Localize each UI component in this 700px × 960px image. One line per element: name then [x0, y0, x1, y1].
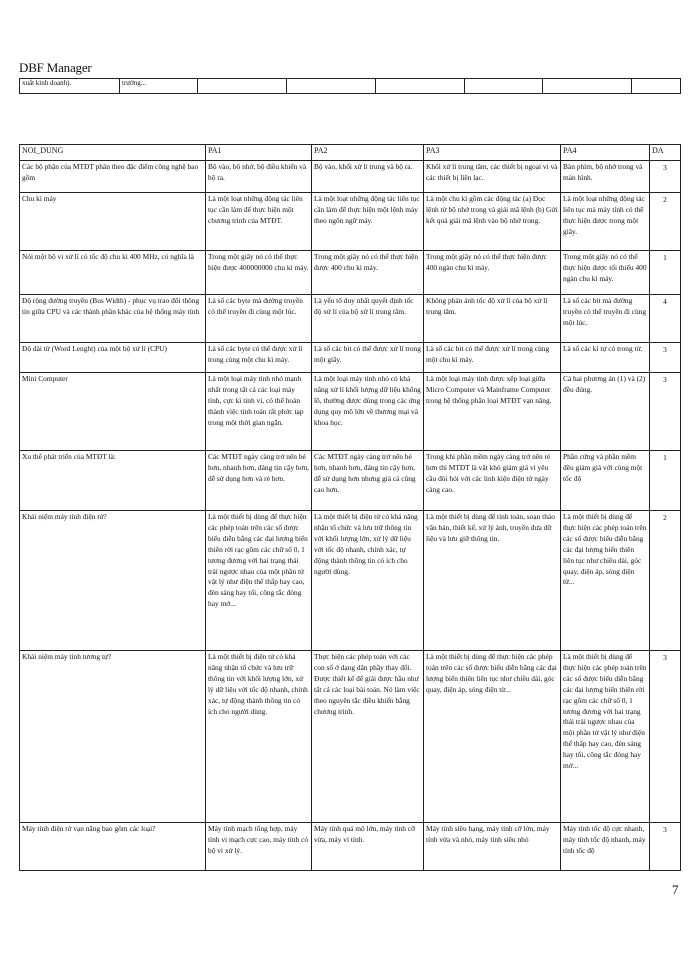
cell-pa4[interactable]: Trong một giây nó có thể thực hiện được tối thiểu 400 ngàn chu kì máy.	[561, 251, 650, 295]
header-row	[20, 79, 681, 94]
cell-da[interactable]: 2	[650, 511, 681, 651]
cell-pa2[interactable]: Là yếu tố duy nhất quyết định tốc độ xử lí của bộ xử lí trung tâm.	[312, 295, 424, 343]
table-row[interactable]	[20, 823, 681, 871]
cell-pa1[interactable]: Máy tính mạch tổng hợp, máy tính vi mạch cực cao, máy tính có bộ vi xử lý.	[206, 823, 312, 871]
cell-pa2[interactable]: Trong một giây nó có thể thực hiện được 400 chu kì máy.	[312, 251, 424, 295]
cell-pa1[interactable]: Là một loại máy tính nhỏ mạnh nhất trong tất cả các loại máy tính, cực kì tinh vi, có thể hoàn thành việc tính toán rất phức tạp trong một thời gian ngắn.	[206, 373, 312, 451]
cell-da[interactable]: 2	[650, 193, 681, 251]
table-row[interactable]	[20, 161, 681, 193]
table-header-row	[20, 145, 681, 161]
cell-noi-dung[interactable]: Máy tính điện tử vạn năng bao gồm các loại?	[20, 823, 206, 871]
cell-pa4[interactable]: Phần cứng và phần mềm đều giảm giá với cùng một tốc độ	[561, 451, 650, 511]
cell-pa3[interactable]: Là một chu kì gồm các động tác (a) Đọc lệnh từ bộ nhớ trong và giải mã lệnh (b) Gửi kết quả giải mã lệnh vào bộ nhớ trong.	[424, 193, 561, 251]
cell-noi-dung[interactable]: Độ rộng đường truyền (Bus Width) - phục vụ trao đổi thông tin giữa CPU và các thành phần khác của hệ thống máy tính	[20, 295, 206, 343]
cell-pa3[interactable]: Là số các bit có thể được xử lí trong cùng một chu kì máy.	[424, 343, 561, 373]
table-row[interactable]	[20, 651, 681, 823]
cell-pa3[interactable]: Là một loại máy tính được xếp loại giữa Micro Computer và Mainframe Computer trong hệ thống phân loại MTĐT vạn năng.	[424, 373, 561, 451]
cell-pa1[interactable]: Bộ vào, bộ nhớ, bộ điều khiển và bộ ra.	[206, 161, 312, 193]
cell-pa3[interactable]: Trong một giây nó có thể thực hiện được 400 ngàn chu kì máy.	[424, 251, 561, 295]
table-row[interactable]	[20, 251, 681, 295]
cell-pa4[interactable]: Cả hai phương án (1) và (2) đều đúng.	[561, 373, 650, 451]
cell-pa4[interactable]: Là một thiết bị dùng để thực hiện các phép toán trên các số được biểu diễn bằng các đại lượng biến thiên liên tục như chiều dài, góc quay, điện áp, sóng điện từ...	[561, 511, 650, 651]
cell-pa1[interactable]: Các MTĐT ngày càng trở nên bé hơn, nhanh hơn, đáng tin cậy hơn, dễ sử dụng hơn và rẻ hơn.	[206, 451, 312, 511]
cell-pa2[interactable]: Máy tính quá mô lớn, máy tính cỡ vừa, máy vi tính.	[312, 823, 424, 871]
cell-da[interactable]: 3	[650, 161, 681, 193]
header-cell	[198, 79, 287, 94]
cell-pa3[interactable]: Khối xử lí trung tâm, các thiết bị ngoại vi và các thiết bị liên lạc.	[424, 161, 561, 193]
cell-da[interactable]: 4	[650, 295, 681, 343]
cell-noi-dung[interactable]: Nói một bộ vi xử lí có tốc độ chu kì 400 MHz, có nghĩa là	[20, 251, 206, 295]
header-cell	[376, 79, 465, 94]
header-cell	[465, 79, 543, 94]
cell-noi-dung[interactable]: Khái niệm máy tính tương tự?	[20, 651, 206, 823]
cell-da[interactable]: 3	[650, 343, 681, 373]
cell-pa3[interactable]: Không phản ánh tốc độ xử lí của bộ xử lí trung tâm.	[424, 295, 561, 343]
cell-pa3[interactable]: Máy tính siêu hạng, máy tính cỡ lớn, máy tính vừa và nhỏ, máy tính siêu nhỏ	[424, 823, 561, 871]
cell-pa1[interactable]: Là một thiết bị điện tử có khả năng nhận tổ chức và lưu trữ thông tin với khối lượng lớn, xử lý dữ liệu với tốc độ nhanh, chính xác, tự động thành thông tin có ích cho người dùng.	[206, 651, 312, 823]
cell-noi-dung[interactable]: Khái niệm máy tính điện tử?	[20, 511, 206, 651]
header-cell	[543, 79, 632, 94]
cell-pa1[interactable]: Là một thiết bị dùng để thực hiện các phép toán trên các số được biểu diễn bằng các đại lượng biến thiên rời rạc gồm các chữ số 0, 1 tương đương với hai trạng thái trái ngược nhau của một phần tử vật lý như điện thế thấp hay cao, đèn sáng hay tối, công tắc đóng hay mở...	[206, 511, 312, 651]
cell-pa2[interactable]: Thực hiện các phép toán với các con số ở dạng dãn phầy thay đổi. Được thiết kế để giải được hầu như tất cả các loại bài toán. Nó làm việc theo nguyên tắc điều khiển bằng chương trình.	[312, 651, 424, 823]
cell-pa3[interactable]: Trong khi phần mềm ngày càng trở nên rẻ hơn thì MTĐT là vật khó giảm giá vì yêu cầu đòi hỏi với các linh kiện điện tử ngày càng cao.	[424, 451, 561, 511]
record-header-strip	[19, 78, 681, 94]
cell-pa4[interactable]: Là một loạt những động tác liên tục mà máy tính có thể thực hiện được trong một giây.	[561, 193, 650, 251]
cell-pa4[interactable]: Máy tính tốc độ cực nhanh, máy tính tốc độ nhanh, máy tính tốc độ	[561, 823, 650, 871]
cell-pa1[interactable]: Là một loạt những động tác liên tục cần làm để thực hiện một chương trình của MTĐT.	[206, 193, 312, 251]
cell-pa2[interactable]: Là một thiết bị điện tử có khả năng nhận tổ chức và lưu trữ thông tin với khối lượng lớn, xử lý dữ liệu với tốc độ nhanh, chính xác, tự động thành thông tin có ích cho người dùng.	[312, 511, 424, 651]
cell-noi-dung[interactable]: Độ dài từ (Word Lenght) của một bộ xử lí (CPU)	[20, 343, 206, 373]
cell-pa2[interactable]: Bộ vào, khối xử lí trung và bộ ra.	[312, 161, 424, 193]
column-header-pa2[interactable]: PA2	[312, 145, 424, 161]
cell-noi-dung[interactable]: Các bộ phận của MTĐT phân theo đặc điểm công nghệ bao gồm	[20, 161, 206, 193]
table-row[interactable]	[20, 343, 681, 373]
page-number: 7	[672, 882, 679, 897]
cell-da[interactable]: 3	[650, 373, 681, 451]
cell-pa4[interactable]: Bàn phím, bộ nhớ trong và màn hình.	[561, 161, 650, 193]
cell-da[interactable]: 1	[650, 251, 681, 295]
cell-pa2[interactable]: Là một loạt những động tác liên tục cần làm để thực hiện một lệnh máy theo ngôn ngữ máy.	[312, 193, 424, 251]
cell-pa1[interactable]: Là số các byte có thể được xử lí trong cùng một chu kì máy.	[206, 343, 312, 373]
table-row[interactable]	[20, 373, 681, 451]
column-header-pa1[interactable]: PA1	[206, 145, 312, 161]
column-header-pa4[interactable]: PA4	[561, 145, 650, 161]
cell-noi-dung[interactable]: Chu kì máy	[20, 193, 206, 251]
table-row[interactable]	[20, 193, 681, 251]
question-table	[19, 144, 681, 871]
table-row[interactable]	[20, 295, 681, 343]
table-row[interactable]	[20, 451, 681, 511]
cell-da[interactable]: 1	[650, 451, 681, 511]
cell-pa4[interactable]: Là một thiết bị dùng để thực hiện các phép toán trên các số được biểu diễn bằng các đại lượng biến thiên rời rạc gồm các chữ số 0, 1 tương đương với hai trạng thái trái ngược nhau của một phần tử vật lý như điện thế thấp hay cao, đèn sáng hay tối, công tắc đóng hay mở...	[561, 651, 650, 823]
cell-pa2[interactable]: Là số các bit có thể được xử lí trong một giây.	[312, 343, 424, 373]
cell-da[interactable]: 3	[650, 651, 681, 823]
column-header-da[interactable]: DA	[650, 145, 681, 161]
header-cell	[632, 79, 681, 94]
table-row[interactable]	[20, 511, 681, 651]
cell-noi-dung[interactable]: Xu thế phát triển của MTĐT là:	[20, 451, 206, 511]
header-cell: xuất kinh doanh).	[20, 79, 120, 94]
cell-pa1[interactable]: Trong một giây nó có thể thực hiện được 400000000 chu kì máy.	[206, 251, 312, 295]
cell-noi-dung[interactable]: Mini Computer	[20, 373, 206, 451]
column-header-pa3[interactable]: PA3	[424, 145, 561, 161]
cell-pa2[interactable]: Là một loại máy tính nhỏ có khả năng xử lí khối lượng dữ liệu khổng lồ, thường được dùng trong các ứng dụng quy mô lớn về thương mại và khoa học.	[312, 373, 424, 451]
cell-pa3[interactable]: Là một thiết bị dùng để tính toán, soạn thảo văn bản, thiết kế, xử lý ảnh, truyền đưa dữ liệu và lưu giữ thông tin.	[424, 511, 561, 651]
cell-pa3[interactable]: Là một thiết bị dùng để thực hiện các phép toán trên các số được biểu diễn bằng các đại lượng biến thiên liên tục như chiều dài, góc quay, điện áp, sóng điện từ...	[424, 651, 561, 823]
header-cell: trường...	[120, 79, 198, 94]
cell-pa4[interactable]: Là số các bit mà đường truyền có thể truyền đi cùng một lúc.	[561, 295, 650, 343]
column-header-noi-dung[interactable]: NOI_DUNG	[20, 145, 206, 161]
cell-pa1[interactable]: Là số các byte mà đường truyền có thể truyền đi cùng một lúc.	[206, 295, 312, 343]
cell-pa4[interactable]: Là số các kí tự có trong từ.	[561, 343, 650, 373]
cell-da[interactable]: 3	[650, 823, 681, 871]
app-title: DBF Manager	[19, 60, 92, 75]
cell-pa2[interactable]: Các MTĐT ngày càng trở nên bé hơn, nhanh hơn, đáng tin cậy hơn, dễ sử dụng hơn nhưng giá cả cũng cao hơn.	[312, 451, 424, 511]
header-cell	[287, 79, 376, 94]
